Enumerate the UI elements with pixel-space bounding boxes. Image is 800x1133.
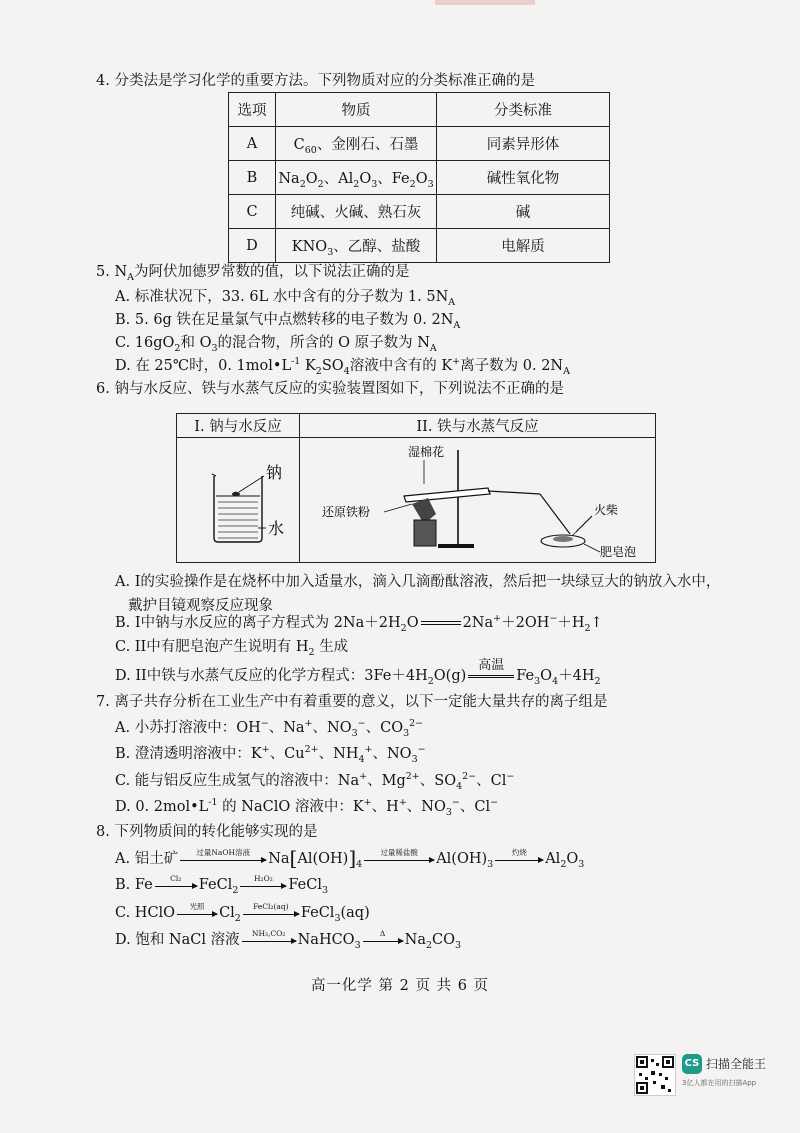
equals-sign: [421, 619, 461, 627]
q5-option-d: D. 在 25℃时，0. $1mol•L^{-1}$ $K_2SO_4$溶液中含有的 K+离子数为 0. $2N_A$: [115, 356, 570, 377]
q7-option-b: B. 澄清透明溶液中：K+、$Cu^{2+}$、$NH_4^+$、$NO_3^-$: [115, 744, 426, 765]
q7-option-c: C. 能与铝反应生成氢气的溶液中：Na+、$Mg^{2+}$、$SO_4^{2-}$、Cl−: [115, 771, 515, 792]
table-cell: A: [229, 127, 276, 161]
q5-option-b: B. 5. 6g 铁在足量氯气中点燃转移的电子数为 0. $2N_A$: [115, 312, 461, 331]
q7-option-a: A. 小苏打溶液中：OH−、Na+、$NO_3^-$、$CO_3^{2-}$: [115, 718, 424, 739]
q4-stem: 4. 分类法是学习化学的重要方法。下列物质对应的分类标准正确的是: [96, 73, 535, 89]
q6-option-a-cont: 戴护目镜观察反应现象: [128, 598, 273, 614]
camscanner-logo: CS: [682, 1054, 702, 1074]
table-row: [229, 161, 610, 195]
reaction-arrow: 过量NaOH溶液: [180, 858, 266, 861]
iron-steam-figure: [300, 438, 656, 563]
q8-option-a: A. 铝土矿 过量NaOH溶液 $Na[Al(OH)]_4$ 过量稀盐酸 $Al(OH)_3$ 灼烧 $Al_2O_3$: [115, 846, 585, 870]
soap-bubble-label: 肥皂泡: [599, 545, 636, 558]
table-cell: D: [229, 229, 276, 263]
qr-code-icon: [634, 1054, 676, 1096]
q8-option-b: B. Fe Cl₂ FeCl$_2$ H₂O₂ FeCl$_3$: [115, 873, 329, 896]
q5-option-a: A. 标准状况下，33. 6L 水中含有的分子数为 1. $5N_A$: [115, 289, 456, 308]
reaction-arrow: FeCl₂(aq): [243, 912, 299, 915]
q6-stem: 6. 钠与水反应、铁与水蒸气反应的实验装置图如下，下列说法不正确的是: [96, 381, 564, 397]
table-cell: 电解质: [437, 229, 610, 263]
reaction-arrow: 光照: [177, 912, 217, 915]
iron-steam-diagram: [308, 438, 648, 558]
reaction-arrow: H₂O₂: [240, 884, 286, 887]
table-cell: 纯碱、火碱、熟石灰: [276, 195, 437, 229]
table-row: [229, 229, 610, 263]
table-cell: $KNO_3$、乙醇、盐酸: [276, 229, 437, 263]
cotton-label: 湿棉花: [407, 445, 444, 459]
water-label: 水: [268, 519, 285, 538]
q6-option-a: A. I的实验操作是在烧杯中加入适量水，滴入几滴酚酞溶液，然后把一块绿豆大的钠放入水中，: [115, 574, 721, 590]
table-header-row: [229, 93, 610, 127]
camscanner-tagline: 3亿人都在用的扫描App: [682, 1079, 757, 1087]
red-stamp-edge: [435, 0, 535, 5]
sodium-label: 钠: [266, 463, 283, 482]
reaction-arrow: Cl₂: [155, 884, 197, 887]
table-cell: $C_{60}$、金刚石、石墨: [276, 127, 437, 161]
table-cell: 同素异形体: [437, 127, 610, 161]
sodium-water-figure: [177, 438, 300, 563]
table-cell: $Na_2O_2$、$Al_2O_3$、$Fe_2O_3$: [276, 161, 437, 195]
q5-option-c: C. $16gO_2$和 $O_3$的混合物，所含的 O 原子数为 $N_A$: [115, 335, 437, 354]
q8-stem: 8. 下列物质间的转化能够实现的是: [96, 824, 318, 840]
reaction-condition: 高温: [468, 674, 514, 679]
q6-option-c: C. II中有肥皂泡产生说明有 $H_2$ 生成: [115, 639, 349, 658]
q4-table: [228, 92, 610, 263]
beaker-diagram: [178, 438, 298, 558]
table-cell: 碱性氧化物: [437, 161, 610, 195]
q7-stem: 7. 离子共存分析在工业生产中有着重要的意义，以下一定能大量共存的离子组是: [96, 694, 608, 710]
apparatus-header-1: I. 钠与水反应: [177, 414, 300, 438]
q6-option-b: B. I中钠与水反应的离子方程式为 $2Na+2H_2O$ $2Na^++2OH^-+H_2↑$: [115, 613, 603, 634]
table-cell: 碱: [437, 195, 610, 229]
reaction-arrow: NH₃,CO₂: [242, 939, 296, 942]
reaction-arrow: 过量稀盐酸: [364, 858, 434, 861]
reaction-arrow: 灼烧: [495, 858, 543, 861]
camscanner-name: 扫描全能王: [706, 1057, 767, 1071]
q8-option-c: C. HClO 光照 $Cl_2$ FeCl₂(aq) FeCl$_3$(aq): [115, 901, 370, 924]
iron-powder-label: 还原铁粉: [321, 505, 370, 519]
reaction-arrow: Δ: [363, 939, 403, 942]
q5-stem: 5. $N_A$为阿伏加德罗常数的值，以下说法正确的是: [96, 264, 410, 283]
q6-option-d: D. II中铁与水蒸气反应的化学方程式：$3Fe+4H_2O(g)$ 高温 $Fe_3O_4+4H_2$: [115, 657, 601, 687]
table-cell: C: [229, 195, 276, 229]
match-label: 火柴: [593, 503, 618, 517]
page-footer: 高一化学 第 2 页 共 6 页: [310, 978, 490, 994]
table-header: 分类标准: [437, 93, 610, 127]
q8-option-d: D. 饱和 NaCl 溶液 NH₃,CO₂ NaHCO$_3$ Δ $Na_2CO_3$: [115, 928, 462, 951]
table-header: 选项: [229, 93, 276, 127]
table-row: [229, 195, 610, 229]
table-header: 物质: [276, 93, 437, 127]
table-cell: B: [229, 161, 276, 195]
apparatus-header-2: II. 铁与水蒸气反应: [300, 414, 656, 438]
q7-option-d: D. 0. $2mol•L^{-1}$ 的 NaClO 溶液中：K+、H+、$NO_3^-$、Cl−: [115, 797, 499, 818]
table-row: [229, 127, 610, 161]
q6-apparatus-table: [176, 413, 656, 563]
